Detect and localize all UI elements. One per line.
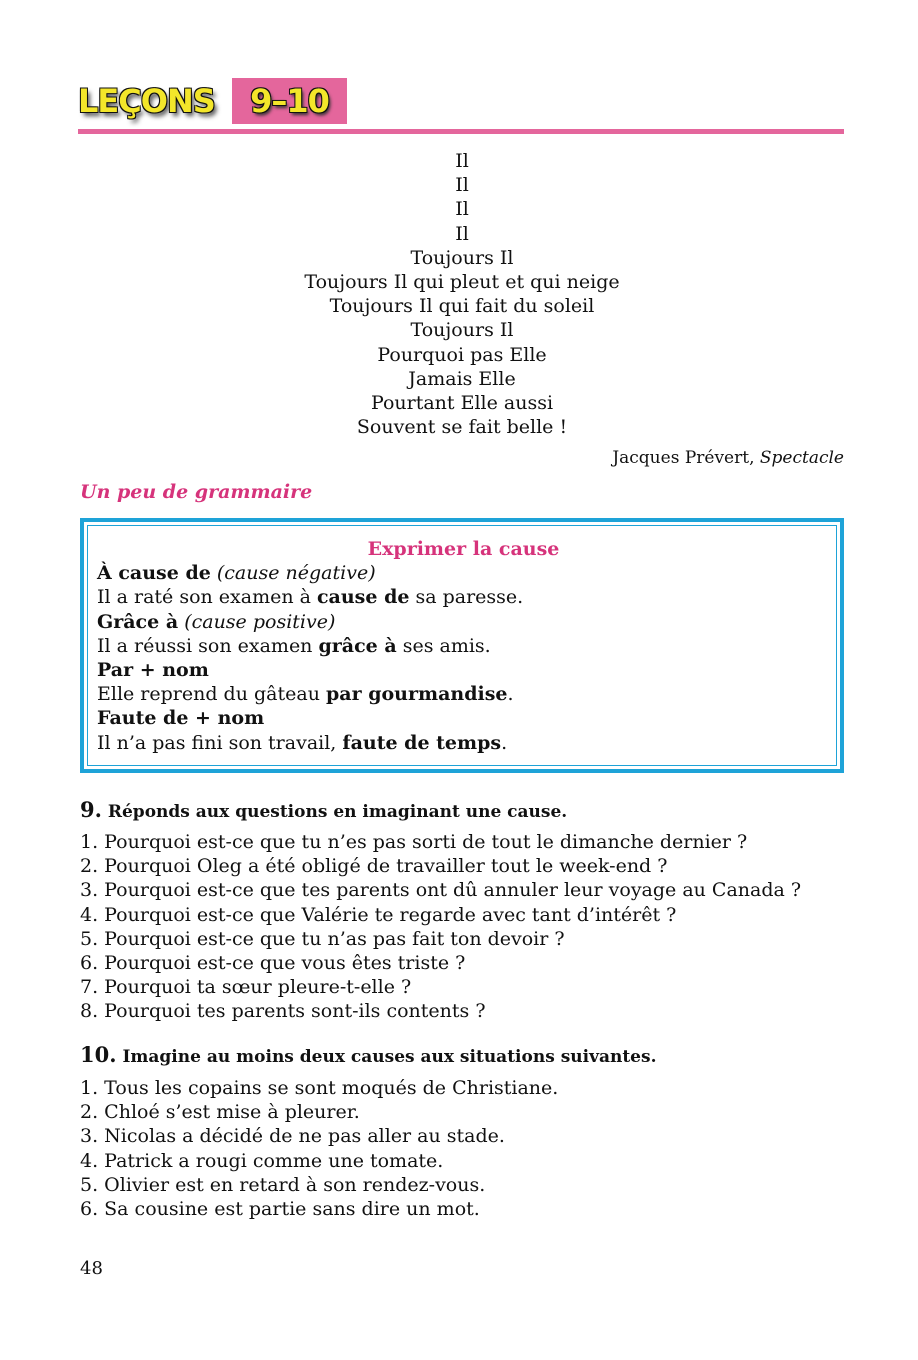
exercise-9-title (80, 797, 567, 822)
grammar-keyword: par gourmandise (325, 683, 508, 706)
lesson-header (78, 78, 844, 134)
grammar-keyword: À cause de (97, 562, 211, 585)
list-item: 8. Pourquoi tes parents sont-ils contents ? (80, 1000, 486, 1023)
list-item: 5. Olivier est en retard à son rendez-vous. (80, 1173, 486, 1196)
list-item: 3. Nicolas a décidé de ne pas aller au stade. (80, 1125, 505, 1148)
grammar-line (97, 634, 830, 658)
grammar-text: Elle reprend du gâteau (97, 683, 326, 706)
header-divider (78, 129, 844, 134)
poem-line: Toujours Il (410, 319, 514, 342)
grammar-box-title: Exprimer la cause (367, 538, 560, 560)
grammar-keyword: Grâce à (97, 610, 179, 633)
grammar-text: Il a réussi son examen (97, 634, 319, 657)
grammar-box-content (97, 537, 830, 755)
lesson-number: 9–10 (250, 82, 329, 120)
exercise-number: 10. (80, 1042, 117, 1067)
poem (80, 149, 844, 439)
grammar-text: ses amis. (396, 634, 491, 657)
list-item: 2. Chloé s’est mise à pleurer. (80, 1101, 360, 1124)
list-item: 5. Pourquoi est-ce que tu n’as pas fait ton devoir ? (80, 927, 565, 950)
grammar-box (80, 518, 844, 773)
list-item: 7. Pourquoi ta sœur pleure-t-elle ? (80, 976, 412, 999)
poem-source: Spectacle (759, 448, 844, 468)
grammar-lines (97, 561, 830, 755)
grammar-keyword: Faute de + nom (97, 707, 265, 730)
grammar-note: (cause négative) (216, 562, 376, 585)
list-item: 6. Pourquoi est-ce que vous êtes triste ? (80, 951, 466, 974)
poem-line: Toujours Il (410, 246, 514, 269)
grammar-text: Il a raté son examen à (97, 586, 317, 609)
poem-line: Souvent se fait belle ! (356, 416, 568, 439)
list-item: 4. Patrick a rougi comme une tomate. (80, 1149, 444, 1172)
grammar-line (97, 706, 830, 730)
grammar-line (97, 731, 830, 755)
grammar-keyword: Par + nom (97, 658, 209, 681)
exercise-instruction: Réponds aux questions en imaginant une cause. (107, 802, 568, 822)
grammar-note: (cause positive) (184, 610, 336, 633)
exercise-number: 9. (80, 797, 102, 822)
grammar-line (97, 561, 830, 585)
list-item: 4. Pourquoi est-ce que Valérie te regarde avec tant d’intérêt ? (80, 903, 677, 926)
poem-line: Il (455, 150, 469, 172)
exercise-10-title (80, 1042, 657, 1067)
list-item: 2. Pourquoi Oleg a été obligé de travailler tout le week-end ? (80, 855, 668, 878)
list-item: 6. Sa cousine est partie sans dire un mot. (80, 1197, 480, 1220)
grammar-text: Il n’a pas fini son travail, (97, 731, 343, 754)
poem-line: Toujours Il qui pleut et qui neige (304, 270, 620, 293)
poem-line: Pourquoi pas Elle (377, 343, 547, 366)
grammar-text: . (507, 683, 514, 706)
poem-line: Il (455, 174, 469, 197)
grammar-text: sa paresse. (409, 586, 524, 609)
exercise-9-list (80, 830, 801, 1024)
grammar-line (97, 682, 830, 706)
exercise-10-list (80, 1076, 558, 1221)
grammar-heading: Un peu de grammaire (80, 481, 313, 503)
grammar-line (97, 658, 830, 682)
poem-author: Jacques Prévert, (612, 448, 755, 468)
grammar-keyword: cause de (316, 586, 410, 609)
poem-line: Toujours Il qui fait du soleil (329, 295, 595, 318)
list-item: 1. Pourquoi est-ce que tu n’es pas sorti de tout le dimanche dernier ? (80, 831, 748, 853)
poem-line: Jamais Elle (408, 367, 516, 390)
page-number: 48 (80, 1258, 103, 1279)
grammar-text: . (501, 731, 508, 754)
grammar-line (97, 610, 830, 634)
exercise-instruction: Imagine au moins deux causes aux situations suivantes. (122, 1047, 657, 1067)
lessons-label: LEÇONS (78, 82, 215, 120)
grammar-keyword: faute de temps (342, 731, 502, 754)
grammar-keyword: grâce à (318, 634, 397, 657)
list-item: 3. Pourquoi est-ce que tes parents ont dû annuler leur voyage au Canada ? (80, 879, 802, 902)
poem-attribution (612, 448, 844, 468)
lesson-number-badge (232, 78, 347, 124)
grammar-line (97, 585, 830, 609)
poem-line: Pourtant Elle aussi (370, 391, 554, 414)
list-item: 1. Tous les copains se sont moqués de Christiane. (80, 1077, 559, 1099)
poem-line: Il (455, 198, 469, 221)
poem-line: Il (455, 222, 469, 245)
